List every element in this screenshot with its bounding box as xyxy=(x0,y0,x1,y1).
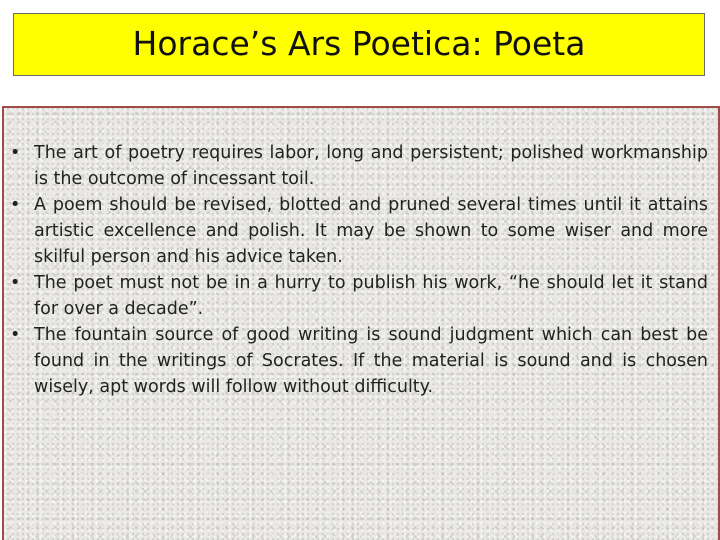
bullet-icon: • xyxy=(10,195,21,215)
bullet-text: A poem should be revised, blotted and pruned several times until it attains artistic excellence and polish. It may be shown to some wiser and more skilful person and his advice taken. xyxy=(34,195,708,267)
bullet-text: The art of poetry requires labor, long and persistent; polished workmanship is the outcome of incessant toil. xyxy=(34,143,708,189)
bullet-icon: • xyxy=(10,273,21,293)
bullet-text: The fountain source of good writing is sound judgment which can best be found in the writings of Socrates. If the material is sound and is chosen wisely, apt words will follow without difficulty. xyxy=(34,325,708,397)
slide-title: Horace’s Ars Poetica: Poeta xyxy=(132,24,586,63)
bullet-text: The poet must not be in a hurry to publish his work, “he should let it stand for over a decade”. xyxy=(34,273,708,319)
bullet-list xyxy=(10,140,708,400)
bullet-item xyxy=(10,270,708,322)
bullet-item xyxy=(10,322,708,400)
bullet-icon: • xyxy=(10,325,21,345)
bullet-icon: • xyxy=(10,143,21,163)
title-banner xyxy=(13,13,705,76)
bullet-item xyxy=(10,140,708,192)
bullet-item xyxy=(10,192,708,270)
